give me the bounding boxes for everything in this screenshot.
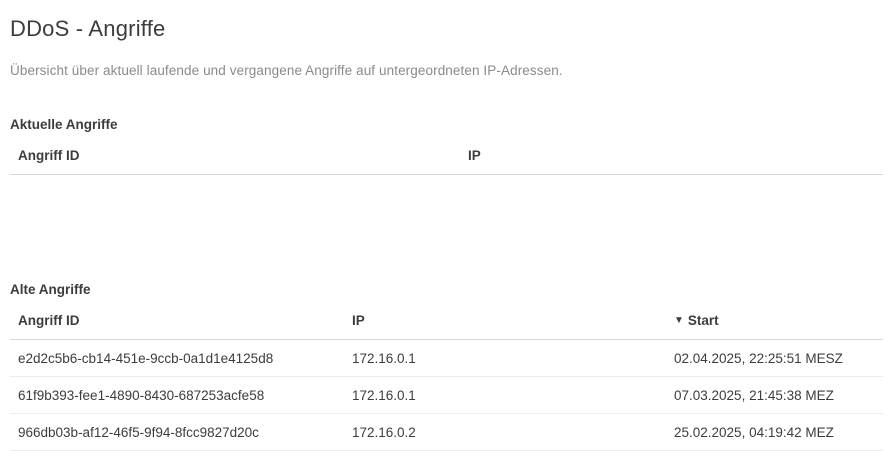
old-attacks-section [10, 245, 883, 451]
page-title: DDoS - Angriffe [10, 16, 166, 41]
table-row[interactable] [10, 339, 883, 376]
column-header-ip[interactable]: IP [352, 313, 674, 340]
old-attacks-table-head [10, 313, 883, 340]
old-attacks-table-body [10, 339, 883, 450]
cell-ip: 172.16.0.1 [352, 339, 674, 376]
sort-descending-icon: ▼ [674, 314, 684, 326]
column-header-start[interactable] [674, 313, 883, 340]
current-attacks-table-body [10, 175, 883, 245]
column-header-start-label: Start [687, 312, 719, 328]
empty-state-row [10, 175, 883, 245]
old-attacks-table [10, 313, 883, 451]
cell-attack-id: 61f9b393-fee1-4890-8430-687253acfe58 [10, 376, 352, 413]
current-attacks-section [10, 78, 883, 245]
column-header-ip[interactable]: IP [468, 148, 883, 175]
empty-state-cell [468, 175, 883, 245]
table-header-row [10, 313, 883, 340]
cell-start: 25.02.2025, 04:19:42 MEZ [674, 413, 883, 450]
table-row[interactable] [10, 413, 883, 450]
current-attacks-table-head [10, 148, 883, 175]
table-header-row [10, 148, 883, 175]
cell-ip: 172.16.0.1 [352, 376, 674, 413]
page-subtitle: Übersicht über aktuell laufende und vergangene Angriffe auf untergeordneten IP-Adressen. [10, 63, 563, 78]
cell-attack-id: 966db03b-af12-46f5-9f94-8fcc9827d20c [10, 413, 352, 450]
current-attacks-table [10, 148, 883, 245]
old-attacks-heading: Alte Angriffe [10, 281, 91, 297]
current-attacks-heading: Aktuelle Angriffe [10, 117, 118, 132]
table-row[interactable] [10, 376, 883, 413]
empty-state-cell [10, 175, 468, 245]
column-header-attack-id[interactable]: Angriff ID [10, 313, 352, 340]
cell-start: 07.03.2025, 21:45:38 MEZ [674, 376, 883, 413]
cell-ip: 172.16.0.2 [352, 413, 674, 450]
column-header-attack-id[interactable]: Angriff ID [10, 148, 468, 175]
cell-attack-id: e2d2c5b6-cb14-451e-9ccb-0a1d1e4125d8 [10, 339, 352, 376]
cell-start: 02.04.2025, 22:25:51 MESZ [674, 339, 883, 376]
